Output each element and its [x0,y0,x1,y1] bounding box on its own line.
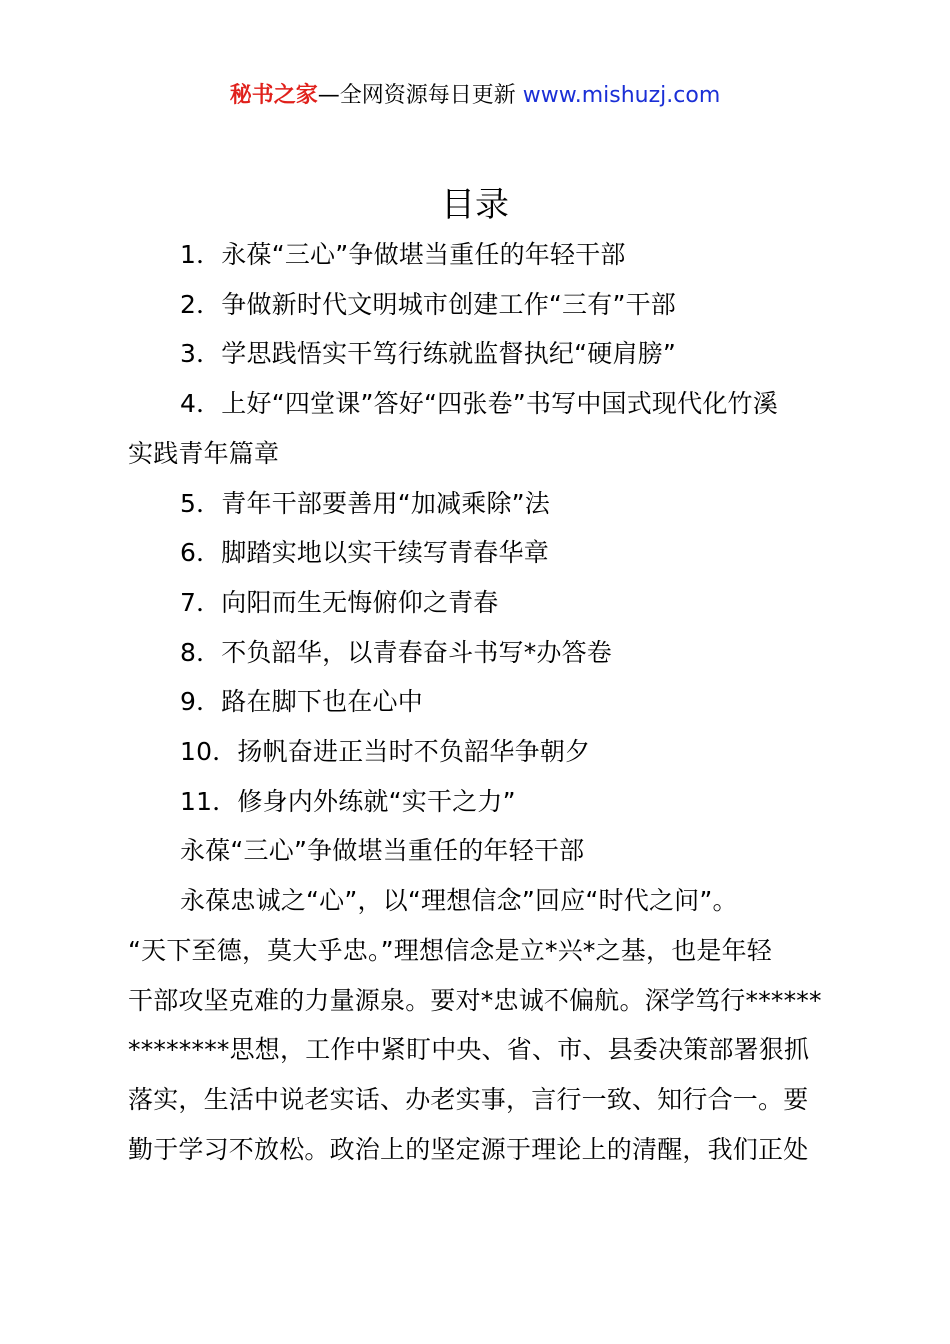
site-header [0,80,950,112]
document-body [128,230,832,1174]
site-slogan: —全网资源每日更新 [317,83,516,108]
toc-item-4: 4．上好“四堂课”答好“四张卷”书写中国式现代化竹溪 [180,389,778,419]
toc-item-1: 1．永葆“三心”争做堪当重任的年轻干部 [180,240,626,269]
toc-item-6: 6．脚踏实地以实干续写青春华章 [180,538,549,568]
toc-item-9: 9．路在脚下也在心中 [180,687,423,717]
paragraph-line: 干部攻坚克难的力量源泉。要对*忠诚不偏航。深学笃行****** [128,985,822,1015]
paragraph-line: ********思想，工作中紧盯中央、省、市、县委决策部署狠抓 [128,1035,810,1065]
toc-item-2: 2．争做新时代文明城市创建工作“三有”干部 [180,289,677,319]
page-title: 目录 [441,185,509,225]
toc-item-5: 5．青年干部要善用“加减乘除”法 [180,488,551,518]
paragraph-line: 永葆忠诚之“心”，以“理想信念”回应“时代之问”。 [180,886,738,916]
paragraph-line: 勤于学习不放松。政治上的坚定源于理论上的清醒，我们正处 [128,1134,809,1164]
toc-item-7: 7．向阳而生无悔俯仰之青春 [180,587,499,617]
toc-item-11: 11．修身内外练就“实干之力” [180,786,516,816]
toc-item-3: 3．学思践悟实干笃行练就监督执纪“硬肩膀” [180,339,677,369]
paragraph-line: 落实，生活中说老实话、办老实事，言行一致、知行合一。要 [128,1084,809,1114]
section-heading: 永葆“三心”争做堪当重任的年轻干部 [180,836,585,866]
site-url-link[interactable]: www.mishuzj.com [522,83,721,108]
toc-item-4-continued: 实践青年篇章 [128,438,280,468]
brand-name: 秘书之家 [229,83,318,108]
toc-item-10: 10．扬帆奋进正当时不负韶华争朝夕 [180,737,591,767]
toc-item-8: 8．不负韶华，以青春奋斗书写*办答卷 [180,637,613,667]
paragraph-line: “天下至德，莫大乎忠。”理想信念是立*兴*之基，也是年轻 [128,935,773,965]
